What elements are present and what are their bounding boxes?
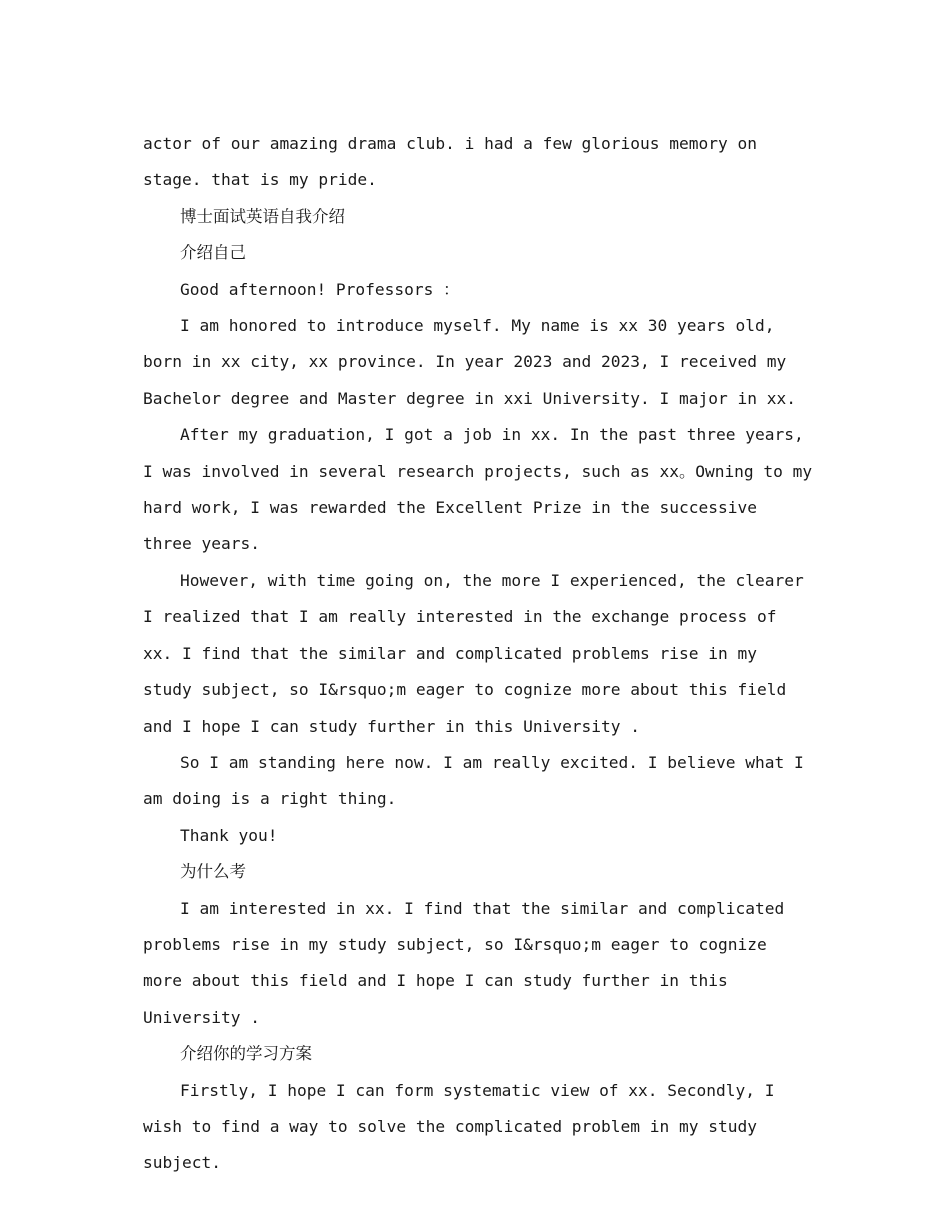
paragraph-standing-here: So I am standing here now. I am really excited. I believe what I am doing is a right thing. [143, 752, 814, 809]
paragraph-greeting: Good afternoon! Professors ： [180, 279, 460, 299]
paragraph-firstly: Firstly, I hope I can form systematic view of xx. Secondly, I wish to find a way to solve the complicated problem in my study subject. [143, 1080, 785, 1173]
heading-phd-interview-self-intro: 博士面试英语自我介绍 [180, 206, 345, 226]
paragraph-drama-club: actor of our amazing drama club. i had a few glorious memory on stage. that is my pride. [143, 134, 767, 190]
heading-introduce-yourself: 介绍自己 [180, 243, 246, 263]
heading-why-apply: 为什么考 [180, 862, 246, 882]
heading-study-plan: 介绍你的学习方案 [180, 1044, 312, 1064]
paragraph-thank-you: Thank you! [180, 825, 278, 845]
paragraph-graduation: After my graduation, I got a job in xx. In the past three years, I was involved in several research projects, such as xx。Owning to my hard work, I was rewarded the Excellent Prize in the successive three years. [143, 425, 822, 554]
document-body [143, 126, 822, 1182]
paragraph-interested: I am interested in xx. I find that the similar and complicated problems rise in my study subject, so I&rsquo;m eager to cognize more about this field and I hope I can study further in this University . [143, 898, 794, 1027]
paragraph-however: However, with time going on, the more I experienced, the clearer I realized that I am really interested in the exchange process of xx. I find that the similar and complicated problems rise in my study subject, so I&rsquo;m eager to cognize more about this field and I hope I can study further in this University . [143, 570, 814, 736]
paragraph-honored: I am honored to introduce myself. My name is xx 30 years old, born in xx city, xx province. In year 2023 and 2023, I received my Bachelor degree and Master degree in xxi University. I major in xx. [143, 316, 796, 408]
